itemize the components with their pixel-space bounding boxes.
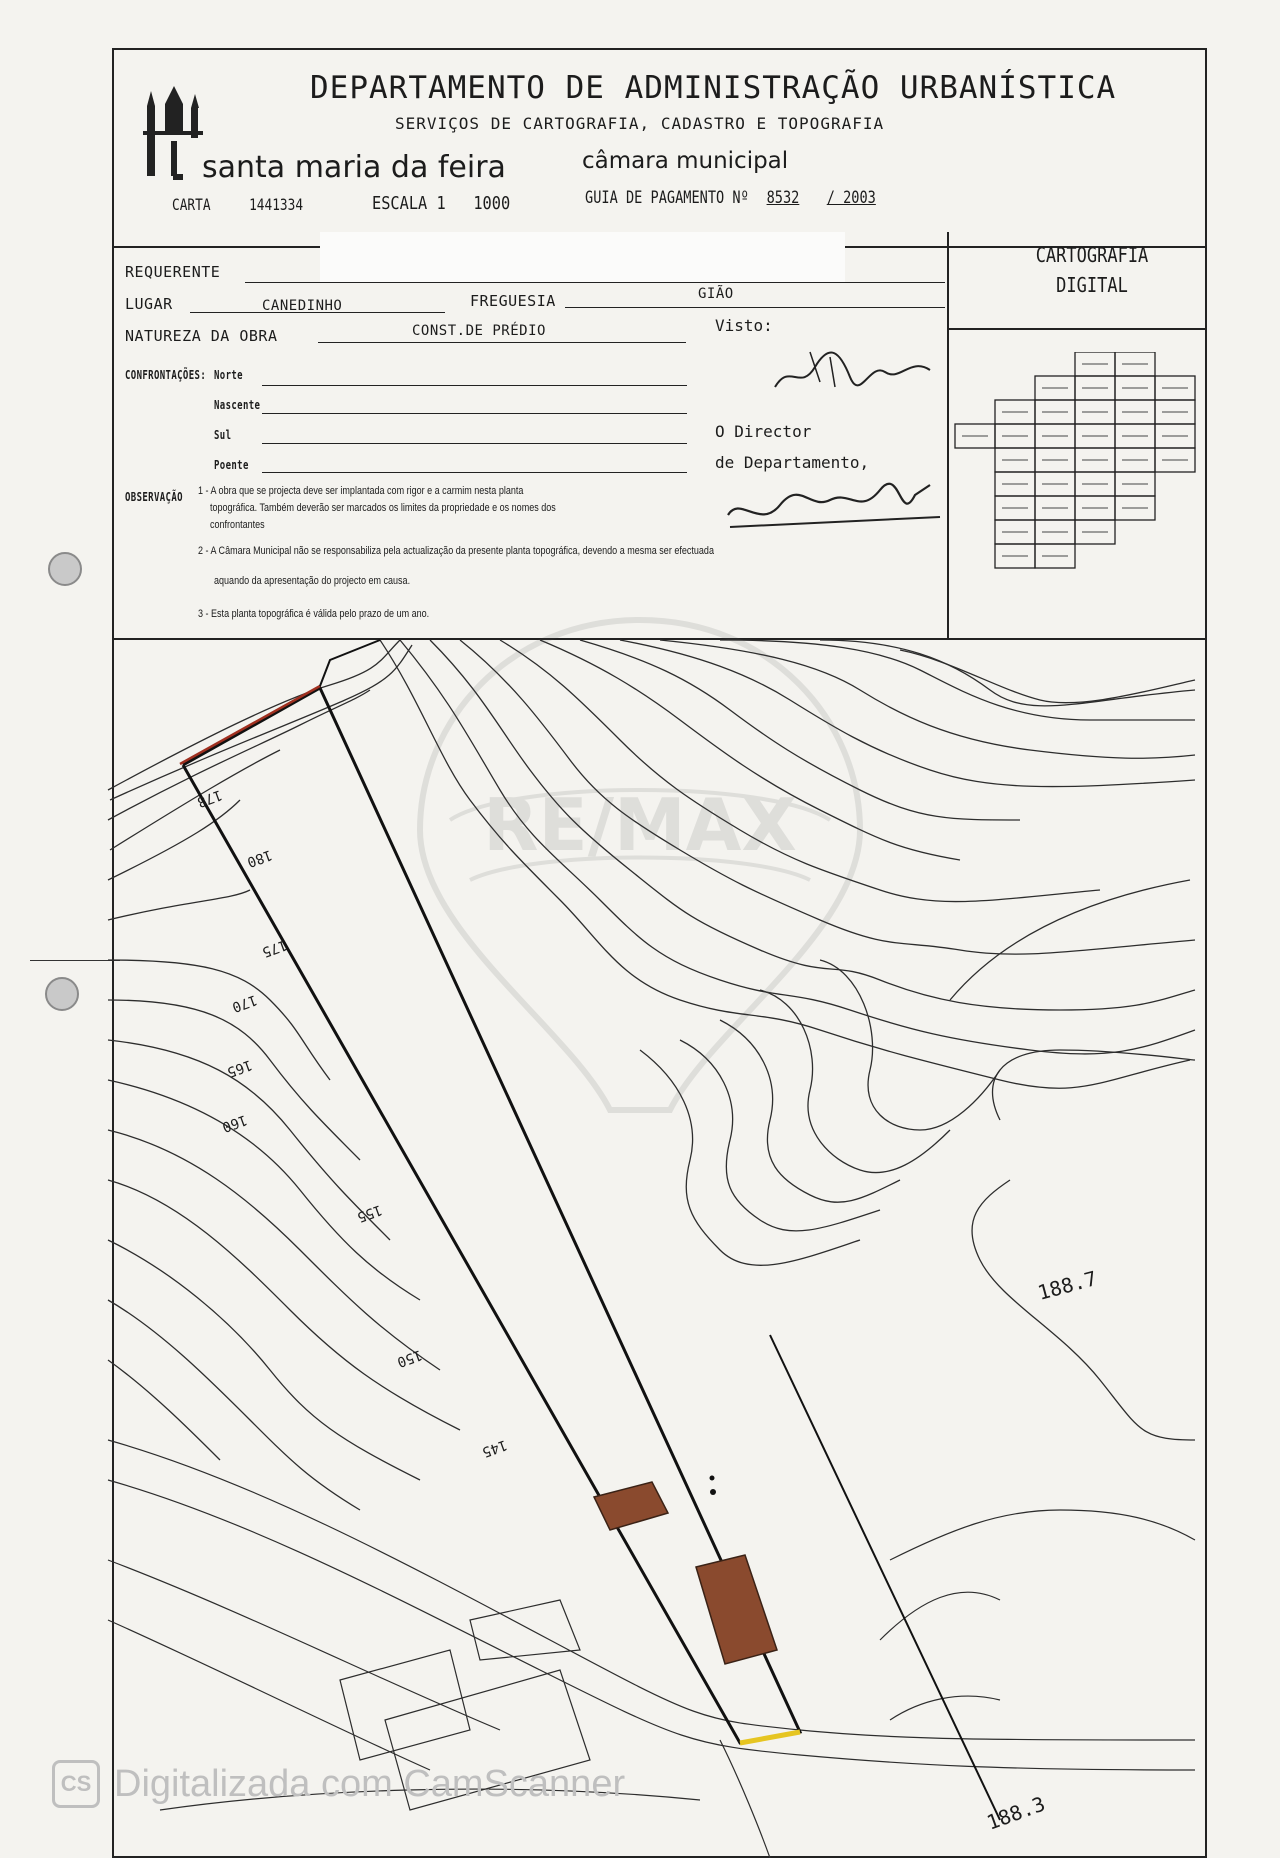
requerente-label: REQUERENTE (125, 263, 221, 281)
freguesia-value: GIÃO (698, 286, 734, 302)
payment-guide-number: 8532 (766, 188, 800, 208)
sul-label: Sul (214, 428, 232, 442)
contour-label: 175 (259, 936, 290, 960)
carta-value: 1441334 (249, 195, 304, 214)
main-building (696, 1555, 777, 1664)
payment-guide-label: GUIA DE PAGAMENTO Nº (585, 188, 749, 208)
obs2-line1: 2 - A Câmara Municipal não se responsabiliza pela actualização da presente planta topográfica, devendo a mesma ser efectuada (198, 545, 714, 557)
carta-label: CARTA (172, 195, 211, 214)
department-subtitle: SERVIÇOS DE CARTOGRAFIA, CADASTRO E TOPOGRAFIA (395, 114, 885, 133)
camscanner-logo-icon: CS (52, 1760, 100, 1808)
natureza-label: NATUREZA DA OBRA (125, 327, 278, 345)
contour-label: 150 (394, 1346, 425, 1370)
contour-label: 155 (354, 1201, 385, 1225)
contour-label: 165 (224, 1056, 255, 1080)
survey-point-icon (710, 1476, 715, 1481)
lugar-label: LUGAR (125, 295, 173, 313)
elevation-label: 188.7 (1035, 1266, 1100, 1305)
council-name: câmara municipal (582, 148, 789, 174)
observacao-label: OBSERVAÇÃO (125, 490, 183, 504)
scale-label: ESCALA 1 (372, 193, 446, 214)
nascente-label: Nascente (214, 398, 261, 412)
lugar-value: CANEDINHO (262, 298, 343, 314)
norte-label: Norte (214, 368, 243, 382)
camscanner-watermark (52, 1760, 625, 1808)
obs2-line2: aquando da apresentação do projecto em causa. (214, 575, 411, 587)
front-boundary-marker (740, 1732, 800, 1743)
confrontacoes-label: CONFRONTAÇÕES: (125, 368, 207, 382)
camscanner-text: Digitalizada com CamScanner (114, 1762, 626, 1805)
poente-label: Poente (214, 458, 249, 472)
visto-label: Visto: (715, 316, 773, 335)
obs1-line1: 1 - A obra que se projecta deve ser implantada com rigor e a carmim nesta planta (198, 485, 524, 497)
obs1-line3: confrontantes (210, 519, 265, 531)
cartography-title-line2: DIGITAL (1056, 273, 1128, 297)
obs1-line2: topográfica. Também deverão ser marcados os limites da propriedade e os nomes dos (210, 502, 556, 514)
contour-label: 180 (244, 846, 275, 870)
director-line2: de Departamento, (715, 453, 870, 472)
survey-point-icon (710, 1489, 716, 1495)
boundary-extension (320, 640, 380, 686)
elevation-label: 188.3 (983, 1791, 1049, 1835)
remax-watermark (410, 610, 870, 1130)
contour-label: 170 (229, 991, 260, 1015)
house-building (594, 1482, 668, 1530)
freguesia-label: FREGUESIA (470, 292, 556, 310)
contour-label: 178 (194, 786, 225, 810)
contour-label: 145 (479, 1436, 510, 1460)
director-line1: O Director (715, 422, 812, 441)
department-title: DEPARTAMENTO DE ADMINISTRAÇÃO URBANÍSTICA (310, 70, 1117, 106)
scale-value: 1000 (473, 193, 511, 214)
payment-guide-year: / 2003 (826, 188, 876, 208)
contour-label: 160 (219, 1111, 250, 1135)
cartography-title-line1: CARTOGRAFIA (1035, 243, 1149, 267)
municipality-name: santa maria da feira (202, 150, 506, 185)
natureza-value: CONST.DE PRÉDIO (412, 323, 546, 339)
obs3: 3 - Esta planta topográfica é válida pelo prazo de um ano. (198, 608, 430, 620)
adjacent-boundary-line (770, 1335, 1000, 1820)
watermark-text: RE/MAX (483, 783, 797, 867)
